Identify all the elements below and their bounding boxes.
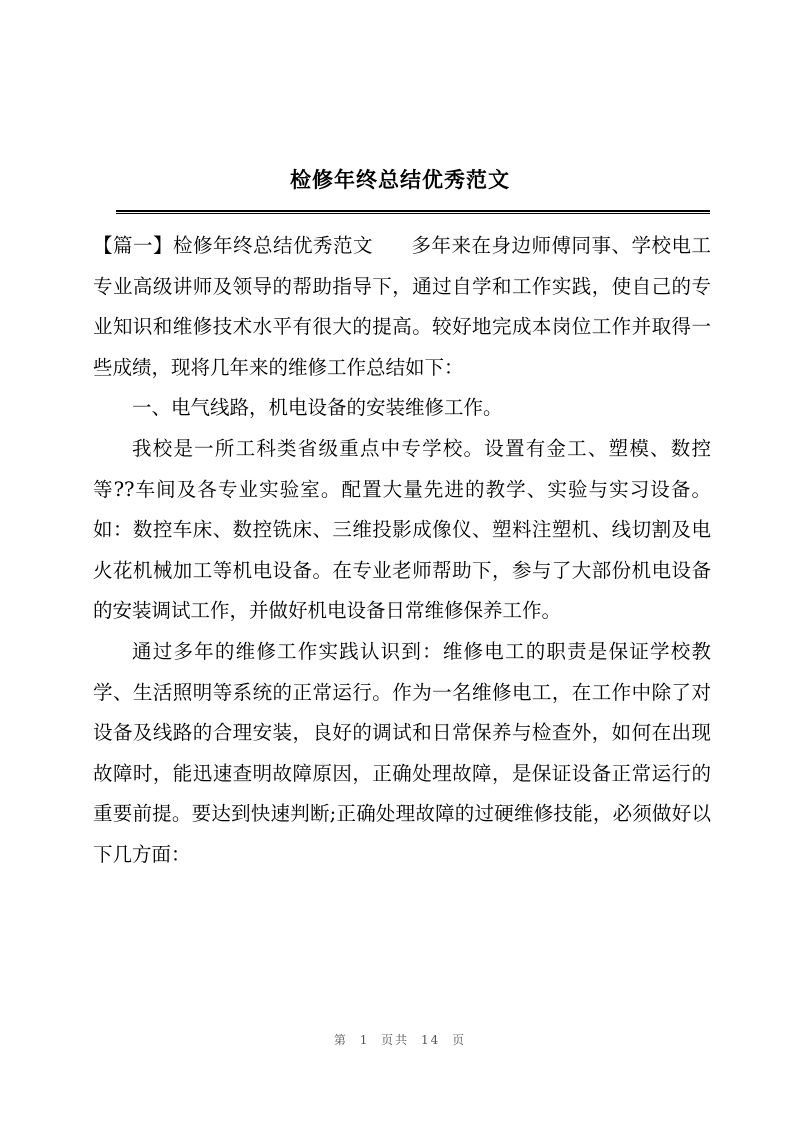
title-divider <box>116 210 710 214</box>
page-number-footer: 第 1 页共 14 页 <box>333 1033 467 1047</box>
intro-text: 多年来在身边师傅同事、学校电工专业高级讲师及领导的帮助指导下，通过自学和工作实践，使自己的专业知识和维修技术水平有很大的提高。较好地完成本岗位工作并取得一些成绩，现将几年来的维修工作总结如下： <box>93 234 711 379</box>
body-paragraph: 通过多年的维修工作实践认识到：维修电工的职责是保证学校教学、生活照明等系统的正常运行。作为一名维修电工，在工作中除了对设备及线路的合理安装，良好的调试和日常保养与检查外，如何在出现故障时，能迅速查明故障原因，正确处理故障，是保证设备正常运行的重要前提。要达到快速判断;正确处理故障的过硬维修技能，必须做好以下几方面： <box>93 639 711 866</box>
document-title: 检修年终总结优秀范文 <box>290 167 510 192</box>
section-label: 【篇一】检修年终总结优秀范文 <box>93 234 373 257</box>
intro-paragraph <box>93 226 711 388</box>
body-paragraph: 我校是一所工科类省级重点中专学校。设置有金工、塑模、数控等??车间及各专业实验室。配置大量先进的教学、实验与实习设备。如：数控车床、数控铣床、三维投影成像仪、塑料注塑机、线切割及电火花机械加工等机电设备。在专业老师帮助下，参与了大部份机电设备的安装调试工作，并做好机电设备日常维修保养工作。 <box>93 436 711 623</box>
section-heading: 一、电气线路，机电设备的安装维修工作。 <box>132 396 503 420</box>
document-body <box>93 226 711 876</box>
